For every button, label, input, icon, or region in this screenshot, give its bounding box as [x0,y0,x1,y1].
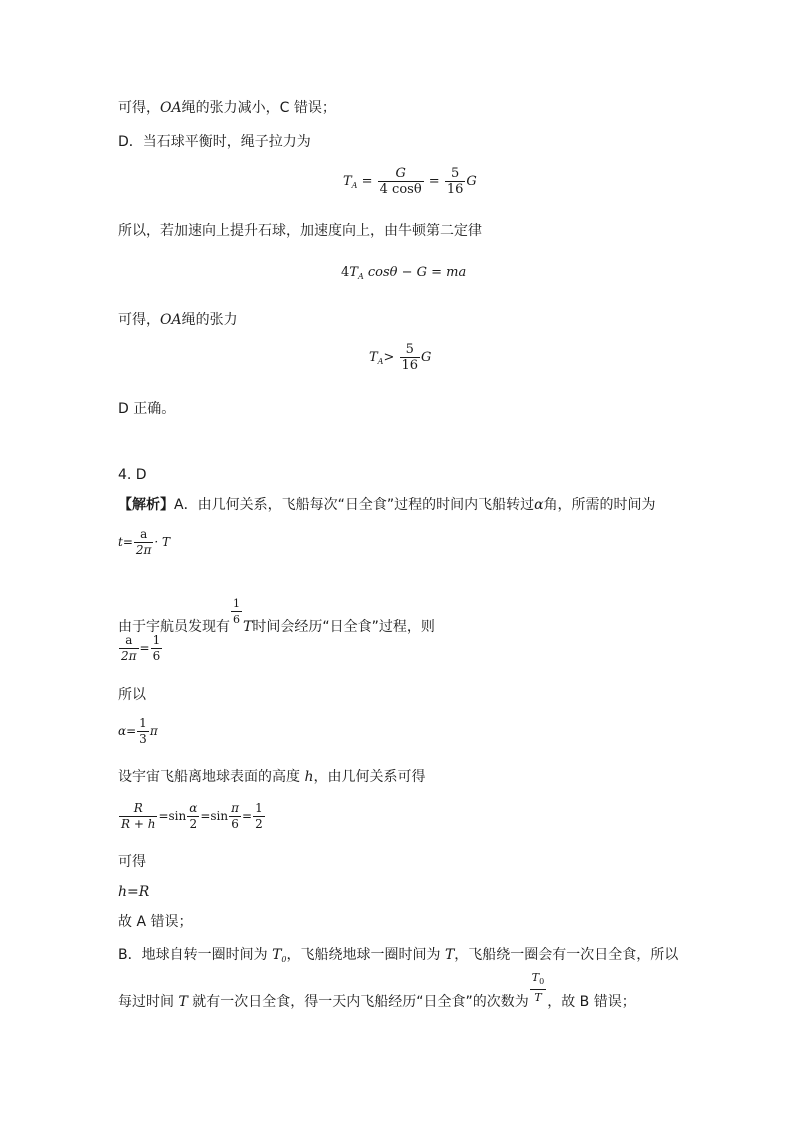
math-var: α [534,497,544,513]
math-var: T [444,947,455,963]
frac-num: 1 [139,716,147,730]
frac-num: a [134,527,154,543]
math-var: G [421,350,432,365]
paragraph-line [118,768,425,786]
text-span: 时间会经历“日全食”过程，则 [252,619,435,635]
frac-den: 6 [233,613,240,626]
paragraph-line [118,99,336,117]
math-func: =sin [200,809,229,823]
math-sub: 0 [539,977,545,986]
math-var: T [178,994,188,1010]
frac-num: G [378,166,424,182]
math-op: = [361,174,373,189]
text-span: 设宇宙飞船离地球表面的高度 [118,769,305,785]
paragraph-line: D 正确。 [118,401,176,417]
frac-num: π [231,801,240,815]
text-span: ，飞船绕一圈会有一次日全食，所以 [454,947,679,963]
math-var: π [149,724,158,738]
math-op: = [428,174,440,189]
math-sub: A [377,357,384,366]
text-span: ，故 B 错误； [547,994,636,1010]
text-span: 可得， [118,100,160,116]
frac-den: 2 [255,817,263,831]
equation-geometry [118,801,266,832]
paragraph-line [118,946,678,969]
fraction [445,166,466,197]
paragraph-line [118,970,636,1020]
math-expr: cosθ − G = ma [367,265,467,280]
frac-num: R [119,801,157,817]
text-span: 绳的张力 [181,312,238,328]
math-op: = [139,641,150,655]
math-sub: A [357,272,364,281]
frac-num: a [119,633,139,649]
text-span: B．地球自转一圈时间为 [118,947,273,963]
equation-newton [341,265,466,281]
math-var: G [466,174,477,189]
frac-den: T [534,991,542,1004]
frac-num: 1 [233,597,240,610]
equation-inequality [369,342,431,373]
frac-num: 1 [255,801,263,815]
math-var: T [531,971,540,984]
fraction [151,633,163,664]
frac-den: 4 cosθ [379,182,422,197]
fraction [119,801,157,832]
paragraph-line: D．当石球平衡时，绳子拉力为 [118,134,311,150]
math-var: T [272,947,282,963]
text-span: 每过时间 [118,994,179,1010]
math-var: h [304,769,314,785]
frac-num: 1 [152,633,161,647]
math-var: T [243,619,253,635]
frac-den: 2π [135,543,152,557]
math-sub: 0 [281,955,287,964]
fraction [187,801,199,832]
frac-num: 5 [445,166,466,182]
text-span: 可得， [118,312,160,328]
question-number: 4. D [118,467,147,483]
equation-time [118,527,170,558]
fraction [137,716,149,747]
equation-alpha [118,716,158,747]
paragraph-line: 所以，若加速向上提升石球，加速度向上，由牛顿第二定律 [118,223,482,239]
frac-num [530,970,546,990]
frac-den: 3 [139,732,147,746]
math-sub: A [351,181,358,190]
fraction [400,342,421,373]
text-span: 绳的张力减小，C 错误； [181,100,336,116]
analysis-tag: 【解析】 [118,497,174,513]
paragraph-line: 所以 [118,687,146,703]
fraction [253,801,265,832]
equation-ratio [118,633,163,664]
math-op: > [383,350,395,365]
math-var: T [349,265,358,280]
math-var: t= [118,535,133,549]
paragraph-line: 故 A 错误； [118,914,193,930]
frac-den: 6 [231,817,239,831]
paragraph-line [118,596,435,641]
math-num: 4 [341,265,350,280]
math-var: OA [160,100,182,116]
math-var: T [343,174,352,189]
math-op: = [242,809,253,823]
paragraph-line: 可得 [118,854,146,870]
math-var: OA [160,312,182,328]
text-span: ，飞船绕地球一圈时间为 [286,947,445,963]
fraction [229,801,241,832]
equation-tension [343,166,477,197]
frac-num: 5 [400,342,421,358]
frac-den: 2π [121,649,137,663]
equation-result: h=R [118,884,150,900]
math-func: =sin [158,809,187,823]
math-var: T [369,350,378,365]
frac-den: R + h [121,817,156,831]
text-span: ，由几何关系可得 [313,769,426,785]
frac-den: 6 [152,649,161,663]
paragraph-line [118,311,238,329]
fraction [134,527,154,558]
frac-den: 2 [189,817,198,831]
fraction [530,970,546,1005]
fraction [119,633,139,664]
math-var: α= [118,724,137,738]
text-span: A．由几何关系，飞船每次“日全食”过程的时间内飞船转过 [174,497,535,513]
text-span: 就有一次日全食，得一天内飞船经历“日全食”的次数为 [187,994,529,1010]
math-var: · T [154,535,171,549]
text-span: 由于宇航员发现有 [118,619,230,635]
frac-den: 16 [446,182,464,197]
fraction [378,166,424,197]
fraction [231,596,242,627]
text-span: 角，所需的时间为 [543,497,656,513]
frac-num: α [189,801,198,815]
frac-den: 16 [401,358,419,373]
paragraph-line [118,496,656,514]
